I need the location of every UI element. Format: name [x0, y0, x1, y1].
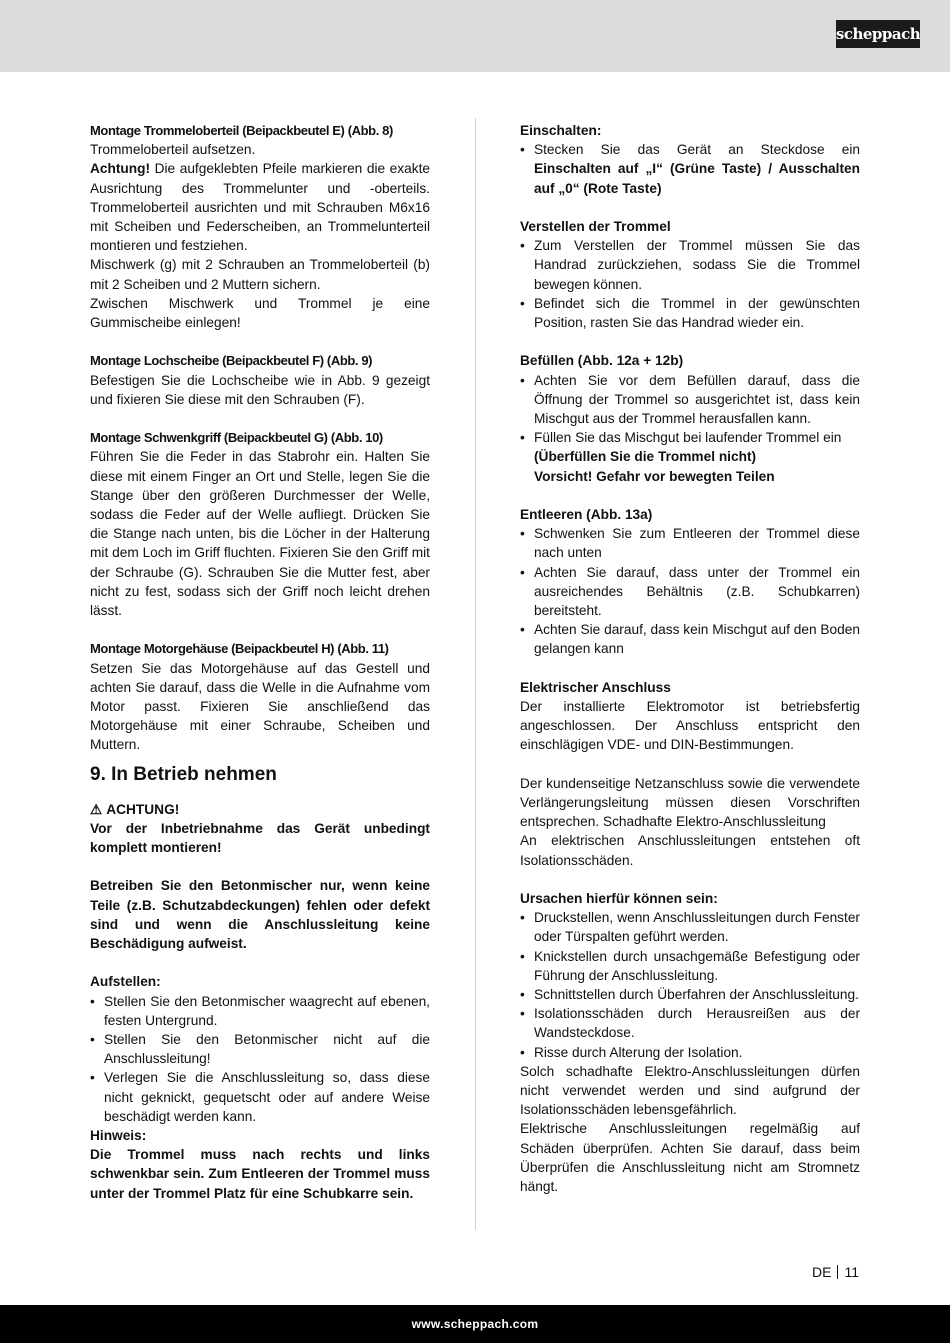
section-title-motorgehaeuse: Montage Motorgehäuse (Beipackbeutel H) (Abb. 11) — [90, 641, 389, 657]
paragraph: Der kundenseitige Netzanschluss sowie die verwendete Verlängerungsleitung müssen diesen Vorschriften entsprechen. Schadhafte Elektro-Anschlussleitung — [520, 775, 860, 830]
footer-band — [0, 1305, 950, 1343]
list-item: • Achten Sie vor dem Befüllen darauf, dass die Öffnung der Trommel so ausgerichtet ist, dass kein Mischgut aus der Trommel herausfallen kann. — [520, 371, 860, 429]
header-band — [0, 0, 950, 72]
column-divider — [475, 118, 476, 1230]
footer-url[interactable]: www.scheppach.com — [411, 1317, 539, 1331]
section-title-trommeloberteil: Montage Trommeloberteil (Beipackbeutel E) (Abb. 8) — [90, 123, 393, 138]
achtung-label: Achtung! — [90, 161, 151, 177]
section-title-befuellen: Befüllen (Abb. 12a + 12b) — [520, 353, 684, 369]
page-number-value: 11 — [844, 1264, 859, 1280]
warning-label: ACHTUNG! — [106, 801, 180, 817]
paragraph: Führen Sie die Feder in das Stabrohr ein. Halten Sie diese mit einem Finger an Ort und Stelle, legen Sie die Stange über den größeren Durchmesser der Welle, sodass die Feder auf der Welle aufliegt. Drücken Sie die Stange nach unten, bis die Löcher in der Halterung mit dem Loch im Griff fluchten. Fixieren Sie den Griff mit der Schraube (G). Schrauben Sie die Mutter fest, aber nicht zu fest, sodass sich der Griff noch leicht drehen lässt. — [90, 449, 430, 619]
section-title-entleeren: Entleeren (Abb. 13a) — [520, 507, 653, 523]
warning-icon: ⚠ — [90, 801, 103, 817]
list-item: • Schnittstellen durch Überfahren der Anschlussleitung. — [520, 985, 860, 1004]
warning-text: Vor der Inbetriebnahme das Gerät unbedingt komplett montieren! — [90, 820, 430, 856]
right-column — [520, 121, 860, 1196]
paragraph: Befestigen Sie die Lochscheibe wie in Abb. 9 gezeigt und fixieren Sie diese mit den Schrauben (F). — [90, 372, 430, 407]
befuellen-bold-1: (Überfüllen Sie die Trommel nicht) — [534, 449, 757, 465]
paragraph — [90, 159, 430, 255]
entleeren-list — [520, 524, 860, 658]
befuellen-bold-2: Vorsicht! Gefahr vor bewegten Teilen — [534, 468, 775, 484]
list-item: • Stellen Sie den Betonmischer waagrecht auf ebenen, festen Untergrund. — [90, 992, 430, 1030]
safety-paragraph: Betreiben Sie den Betonmischer nur, wenn keine Teile (z.B. Schutzabdeckungen) fehlen oder defekt sind und wenn die Anschlussleitung keine Beschädigung aufweist. — [90, 878, 430, 952]
paragraph: Mischwerk (g) mit 2 Schrauben an Trommeloberteil (b) mit 2 Scheiben und 2 Muttern sichern. — [90, 257, 430, 292]
befuellen-list — [520, 371, 860, 486]
page-number-separator — [837, 1265, 838, 1279]
achtung-text: Die aufgeklebten Pfeile markieren die exakte Ausrichtung des Trommelunter und -oberteils. Trommeloberteil ausrichten und mit Schrauben M6x16 mit Scheiben und Federscheiben, an Trommelunterteil montieren und festziehen. — [90, 161, 430, 254]
einschalten-bold: Einschalten auf „I“ (Grüne Taste) / Ausschalten auf „0“ (Rote Taste) — [534, 161, 860, 196]
list-item: • Risse durch Alterung der Isolation. — [520, 1043, 860, 1062]
einschalten-list — [520, 140, 860, 198]
ursachen-list — [520, 908, 860, 1062]
list-item: • Schwenken Sie zum Entleeren der Trommel diese nach unten — [520, 524, 860, 562]
paragraph: Zwischen Mischwerk und Trommel je eine Gummischeibe einlegen! — [90, 295, 430, 331]
language-code: DE — [812, 1264, 832, 1280]
section-title-einschalten: Einschalten: — [520, 123, 602, 138]
einschalten-plain: Stecken Sie das Gerät an Steckdose ein — [534, 142, 860, 158]
list-item — [520, 140, 860, 198]
paragraph: Setzen Sie das Motorgehäuse auf das Gestell und achten Sie darauf, dass die Welle in die Aufnahme vom Motor passt. Fixieren Sie anschließend das Motorgehäuse mit einer Schraube, Scheiben und Muttern. — [90, 660, 430, 753]
logo-text: scheppach — [835, 25, 921, 43]
verstellen-list — [520, 236, 860, 332]
list-item: • Verlegen Sie die Anschlussleitung so, dass diese nicht geknickt, gequetscht oder auf andere Weise beschädigt werden kann. — [90, 1068, 430, 1126]
warning-heading — [90, 800, 430, 819]
list-item: • Achten Sie darauf, dass kein Mischgut auf den Boden gelangen kann — [520, 620, 860, 658]
list-item: • Isolationsschäden durch Herausreißen aus der Wandsteckdose. — [520, 1004, 860, 1042]
section-title-lochscheibe: Montage Lochscheibe (Beipackbeutel F) (Abb. 9) — [90, 353, 373, 369]
chapter-heading: 9. In Betrieb nehmen — [90, 763, 277, 785]
paragraph: Trommeloberteil aufsetzen. — [90, 142, 256, 158]
section-title-elektrisch: Elektrischer Anschluss — [520, 679, 671, 695]
section-title-ursachen: Ursachen hierfür können sein: — [520, 891, 718, 907]
section-title-aufstellen: Aufstellen: — [90, 974, 161, 990]
list-item: • Befindet sich die Trommel in der gewünschten Position, rasten Sie das Handrad wieder ein. — [520, 294, 860, 332]
list-item — [520, 428, 860, 486]
section-title-hinweis: Hinweis: — [90, 1128, 147, 1144]
list-item: • Stellen Sie den Betonmischer nicht auf die Anschlussleitung! — [90, 1030, 430, 1068]
paragraph: Elektrische Anschlussleitungen regelmäßig auf Schäden überprüfen. Achten Sie darauf, dass beim Überprüfen die Anschlussleitung nicht am Stromnetz hängt. — [520, 1121, 860, 1195]
paragraph: Solch schadhafte Elektro-Anschlussleitungen dürfen nicht verwendet werden und sind aufgrund der Isolationsschäden lebensgefährlich. — [520, 1063, 860, 1118]
list-item: • Zum Verstellen der Trommel müssen Sie das Handrad zurückziehen, sodass Sie die Trommel bewegen können. — [520, 236, 860, 294]
list-item: • Achten Sie darauf, dass unter der Trommel ein ausreichendes Behältnis (z.B. Schubkarren) bereitsteht. — [520, 563, 860, 621]
list-item: • Druckstellen, wenn Anschlussleitungen durch Fenster oder Türspalten geführt werden. — [520, 908, 860, 946]
section-title-schwenkgriff: Montage Schwenkgriff (Beipackbeutel G) (Abb. 10) — [90, 430, 383, 446]
left-column — [90, 121, 430, 1203]
section-title-verstellen: Verstellen der Trommel — [520, 219, 671, 234]
paragraph: An elektrischen Anschlussleitungen entstehen oft Isolationsschäden. — [520, 833, 860, 868]
page-number — [812, 1264, 859, 1280]
aufstellen-list — [90, 992, 430, 1126]
hinweis-text: Die Trommel muss nach rechts und links schwenkbar sein. Zum Entleeren der Trommel muss unter der Trommel Platz für eine Schubkarre sein. — [90, 1147, 430, 1201]
befuellen-plain: Füllen Sie das Mischgut bei laufender Trommel ein — [534, 430, 842, 446]
brand-logo — [836, 20, 920, 48]
paragraph: Der installierte Elektromotor ist betriebsfertig angeschlossen. Der Anschluss entspricht den einschlägigen VDE- und DIN-Bestimmungen. — [520, 699, 860, 753]
list-item: • Knickstellen durch unsachgemäße Befestigung oder Führung der Anschlussleitung. — [520, 947, 860, 985]
